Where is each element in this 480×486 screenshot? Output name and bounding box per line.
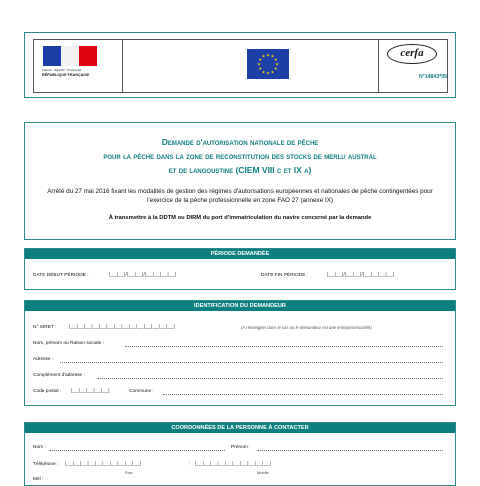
telephone-mobile-field[interactable]: |__|__|__|__|__|__|__|__|__|__|: [195, 461, 272, 467]
date-debut-label: DATE DÉBUT PÉRIODE :: [33, 273, 89, 278]
date-fin-field[interactable]: |__|__|/|__|__|/|__|__|__|__|: [327, 272, 395, 278]
cerfa-cell: [378, 39, 448, 93]
commune-label: Commune :: [129, 389, 154, 394]
title-box: [24, 122, 456, 240]
adresse-label: Adresse :: [33, 357, 54, 362]
republique-logo-cell: [33, 39, 123, 93]
eu-flag-icon: [247, 49, 289, 79]
mel-label: Mél :: [33, 477, 44, 482]
svg-text:★: ★: [275, 61, 279, 67]
nom-raison-field[interactable]: [125, 346, 443, 347]
telephone-fixe-field[interactable]: |__|__|__|__|__|__|__|__|__|__|: [65, 461, 142, 467]
contact-prenom-field[interactable]: [257, 450, 443, 451]
form-header: [24, 32, 456, 98]
svg-text:★: ★: [266, 70, 270, 76]
complement-field[interactable]: [97, 378, 443, 379]
transmit-instruction: À transmettre à la DDTM ou DIRM du port d'immatriculation du navire concerné par la demande: [108, 215, 372, 221]
section-periode-heading: PÉRIODE DEMANDÉE: [25, 249, 455, 259]
svg-text:★: ★: [270, 53, 275, 59]
adresse-field[interactable]: [60, 362, 443, 363]
svg-text:★: ★: [261, 69, 266, 75]
mobile-label: Mobile: [257, 470, 269, 475]
svg-text:★: ★: [266, 52, 270, 58]
date-debut-field[interactable]: |__|__|/|__|__|/|__|__|__|__|: [109, 272, 177, 278]
code-postal-field[interactable]: |__|__|__|__|__|: [71, 388, 110, 394]
arrete-text: Arrêté du 27 mai 2016 fixant les modalités de gestion des régimes d'autorisations européennes et nationales de pêche contingentées pour l'exercice de la pêche professionnelle en zone FAO 27 (annexe IX): [47, 188, 433, 204]
svg-text:★: ★: [273, 57, 278, 62]
section-demandeur-heading: IDENTIFICATION DU DEMANDEUR: [25, 301, 455, 311]
svg-text:★: ★: [258, 66, 263, 71]
date-fin-label: DATE FIN PÉRIODE :: [261, 273, 309, 278]
svg-text:★: ★: [257, 61, 261, 67]
contact-nom-field[interactable]: [49, 450, 225, 451]
section-demandeur: [24, 300, 456, 406]
section-contact-heading: COORDONNÉES DE LA PERSONNE À CONTACTER: [25, 423, 455, 433]
svg-text:★: ★: [261, 53, 266, 59]
republique-motto: Liberté • Égalité • Fraternité: [42, 68, 82, 72]
cerfa-logo: cerfa: [387, 44, 437, 64]
title-line-2: pour la pêche dans la zone de reconstitution des stocks de merlu austral: [103, 151, 377, 161]
complement-label: Complément d'adresse :: [33, 373, 85, 378]
republique-name: RÉPUBLIQUE FRANÇAISE: [42, 73, 90, 77]
telephone-label: Téléphone :: [33, 462, 59, 467]
title-line-3: et de langoustine (CIEM VIII c et IX a): [168, 165, 312, 175]
svg-text:★: ★: [273, 66, 278, 71]
fixe-label: Fixe: [125, 470, 133, 475]
commune-field[interactable]: [163, 394, 443, 395]
siret-field[interactable]: |__|__|__|__|__|__|__|__|__|__|__|__|__|__|: [69, 324, 175, 330]
section-periode: [24, 248, 456, 290]
siret-hint: (À renseigner dans le cas où le demandeur est une entreprise/société): [241, 325, 372, 330]
marianne-logo-icon: [43, 46, 97, 66]
cerfa-number: N°14843*05: [418, 74, 447, 80]
telephone-separator: ;: [189, 461, 191, 466]
section-contact: [24, 422, 456, 486]
contact-nom-label: Nom :: [33, 445, 46, 450]
svg-text:★: ★: [270, 69, 275, 75]
contact-prenom-label: Prénom :: [231, 445, 251, 450]
code-postal-label: Code postal :: [33, 389, 62, 394]
siret-label: N° SIRET :: [33, 325, 57, 330]
eu-flag-cell: [122, 39, 379, 93]
nom-raison-label: Nom, prénom ou Raison sociale :: [33, 341, 104, 346]
title-line-1: Demande d'autorisation nationale de pêche: [161, 137, 319, 147]
svg-text:★: ★: [258, 57, 263, 62]
